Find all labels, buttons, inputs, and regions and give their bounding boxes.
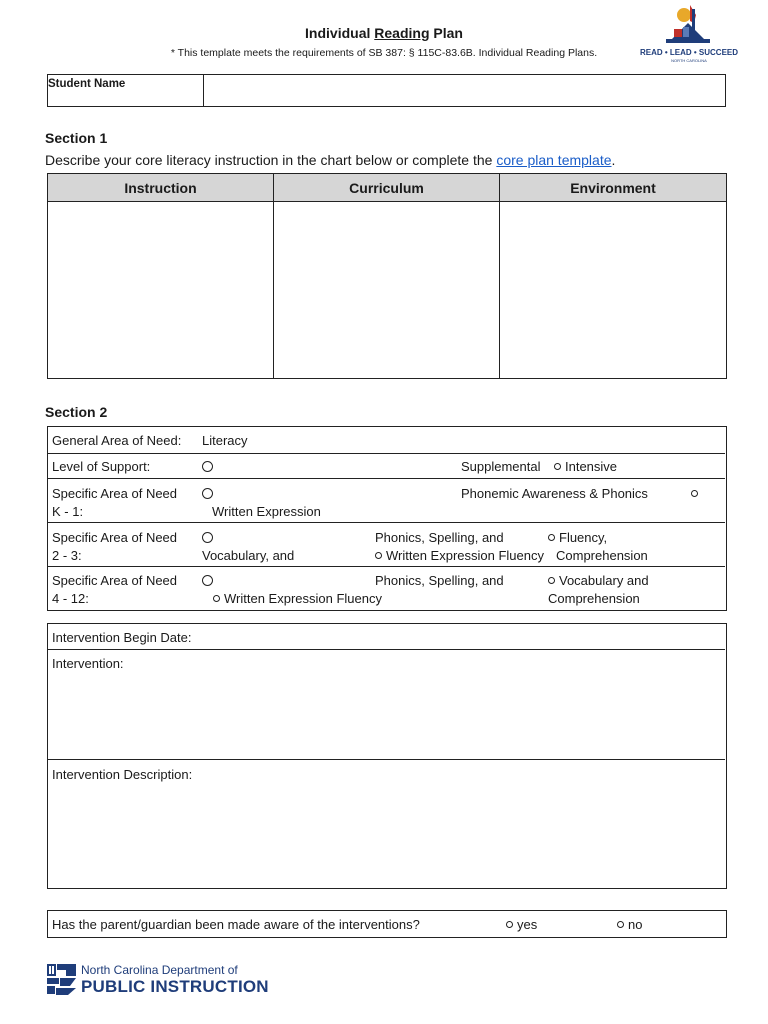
phonemic-awareness-radio[interactable] [202, 485, 213, 502]
ncdpi-emblem-icon [46, 962, 78, 996]
general-area-row [48, 427, 725, 454]
column-header-instruction: Instruction [48, 174, 274, 202]
intervention-label: Intervention: [52, 656, 124, 671]
begin-date-row[interactable] [48, 624, 725, 650]
column-header-environment: Environment [500, 174, 726, 202]
section1-description [45, 152, 615, 168]
g23-phonics-radio[interactable] [202, 529, 213, 546]
dept-name-line1: North Carolina Department of [81, 963, 238, 977]
title-underlined-word: Reading [374, 25, 430, 41]
g23-phonics-label: Phonics, Spelling, and [375, 530, 504, 545]
supplemental-label: Supplemental [461, 459, 541, 474]
small-radio-icon [548, 534, 555, 541]
intensive-option[interactable] [554, 458, 617, 475]
g412-label-line1: Specific Area of Need [52, 573, 178, 588]
radio-circle-icon [202, 461, 213, 472]
g412-phonics-label: Phonics, Spelling, and [375, 573, 504, 588]
small-radio-icon [506, 921, 513, 928]
g23-fluency-label: Fluency, [559, 530, 608, 545]
radio-circle-icon [202, 488, 213, 499]
column-header-curriculum: Curriculum [274, 174, 500, 202]
g412-label-line2: 4 - 12: [52, 591, 89, 606]
parent-notification-table [47, 910, 727, 938]
logo-text: READ • LEAD • SUCCEED [639, 48, 739, 57]
dept-name-line2: PUBLIC INSTRUCTION [81, 977, 269, 996]
general-area-value: Literacy [202, 433, 248, 448]
title-prefix: Individual [305, 25, 375, 41]
g412-comprehension-label: Comprehension [548, 591, 640, 606]
g412-need-row [48, 567, 725, 609]
student-name-table [47, 74, 726, 107]
environment-cell[interactable] [500, 202, 726, 378]
section1-description-end: . [611, 152, 616, 168]
small-radio-icon [617, 921, 624, 928]
small-radio-icon [548, 577, 555, 584]
logo-sun [677, 8, 691, 22]
radio-circle-icon [202, 575, 213, 586]
g23-fluency-option[interactable] [548, 529, 607, 546]
radio-circle-icon [202, 532, 213, 543]
curriculum-cell[interactable] [274, 202, 500, 378]
small-radio-icon [554, 463, 561, 470]
parent-no-option[interactable] [617, 916, 642, 933]
logo-book-red [674, 29, 682, 37]
k1-label-line1: Specific Area of Need [52, 486, 178, 501]
level-of-support-row [48, 454, 725, 479]
g23-need-row [48, 523, 725, 567]
g412-phonics-radio[interactable] [202, 572, 213, 589]
intervention-description-row[interactable] [48, 760, 725, 887]
small-radio-icon [213, 595, 220, 602]
intervention-row[interactable] [48, 650, 725, 760]
intensive-label: Intensive [565, 459, 618, 474]
logo-torch [692, 9, 695, 31]
intervention-description-label: Intervention Description: [52, 767, 193, 782]
no-label: no [628, 917, 643, 932]
g412-written-expression-option[interactable] [213, 590, 382, 607]
parent-yes-option[interactable] [506, 916, 537, 933]
supplemental-radio[interactable] [202, 458, 213, 475]
area-of-need-table [47, 426, 727, 611]
student-name-field[interactable] [204, 75, 725, 106]
parent-question: Has the parent/guardian been made aware of the interventions? [52, 917, 420, 932]
g23-comprehension-label: Comprehension [556, 548, 648, 563]
ncdpi-footer-logo [46, 962, 276, 1002]
section1-description-text: Describe your core literacy instruction in the chart below or complete the [45, 152, 497, 168]
logo-subtext: NORTH CAROLINA [671, 58, 707, 63]
logo-bar [666, 39, 710, 43]
intervention-table [47, 623, 727, 889]
g412-vocabulary-option[interactable] [548, 572, 649, 589]
written-expression-label: Written Expression [212, 504, 321, 519]
title-suffix: Plan [429, 25, 463, 41]
small-radio-icon [375, 552, 382, 559]
begin-date-label: Intervention Begin Date: [52, 630, 192, 645]
g412-vocabulary-label: Vocabulary and [559, 573, 649, 588]
general-area-label: General Area of Need: [52, 433, 182, 448]
student-name-label: Student Name [48, 75, 204, 106]
g23-vocabulary-label: Vocabulary, and [202, 548, 295, 563]
section2-heading: Section 2 [45, 404, 108, 420]
logo-book-blue [683, 27, 689, 37]
k1-label-line2: K - 1: [52, 504, 84, 519]
k1-need-row [48, 479, 725, 523]
core-instruction-table [47, 173, 727, 379]
phonemic-awareness-label: Phonemic Awareness & Phonics [461, 486, 648, 501]
g23-label-line1: Specific Area of Need [52, 530, 178, 545]
g412-written-expression-label: Written Expression Fluency [224, 591, 382, 606]
read-lead-succeed-logo [639, 1, 739, 65]
instruction-cell[interactable] [48, 202, 274, 378]
core-plan-template-link[interactable]: core plan template [496, 152, 612, 168]
page-subtitle: * This template meets the requirements of SB 387: § 115C-83.6B. Individual Reading Plans. [170, 47, 598, 59]
level-of-support-label: Level of Support: [52, 459, 151, 474]
written-expression-radio[interactable] [691, 485, 702, 502]
yes-label: yes [517, 917, 538, 932]
small-radio-icon [691, 490, 698, 497]
section1-heading: Section 1 [45, 130, 108, 146]
g23-label-line2: 2 - 3: [52, 548, 82, 563]
g23-written-expression-label: Written Expression Fluency [386, 548, 544, 563]
g23-written-expression-option[interactable] [375, 547, 544, 564]
